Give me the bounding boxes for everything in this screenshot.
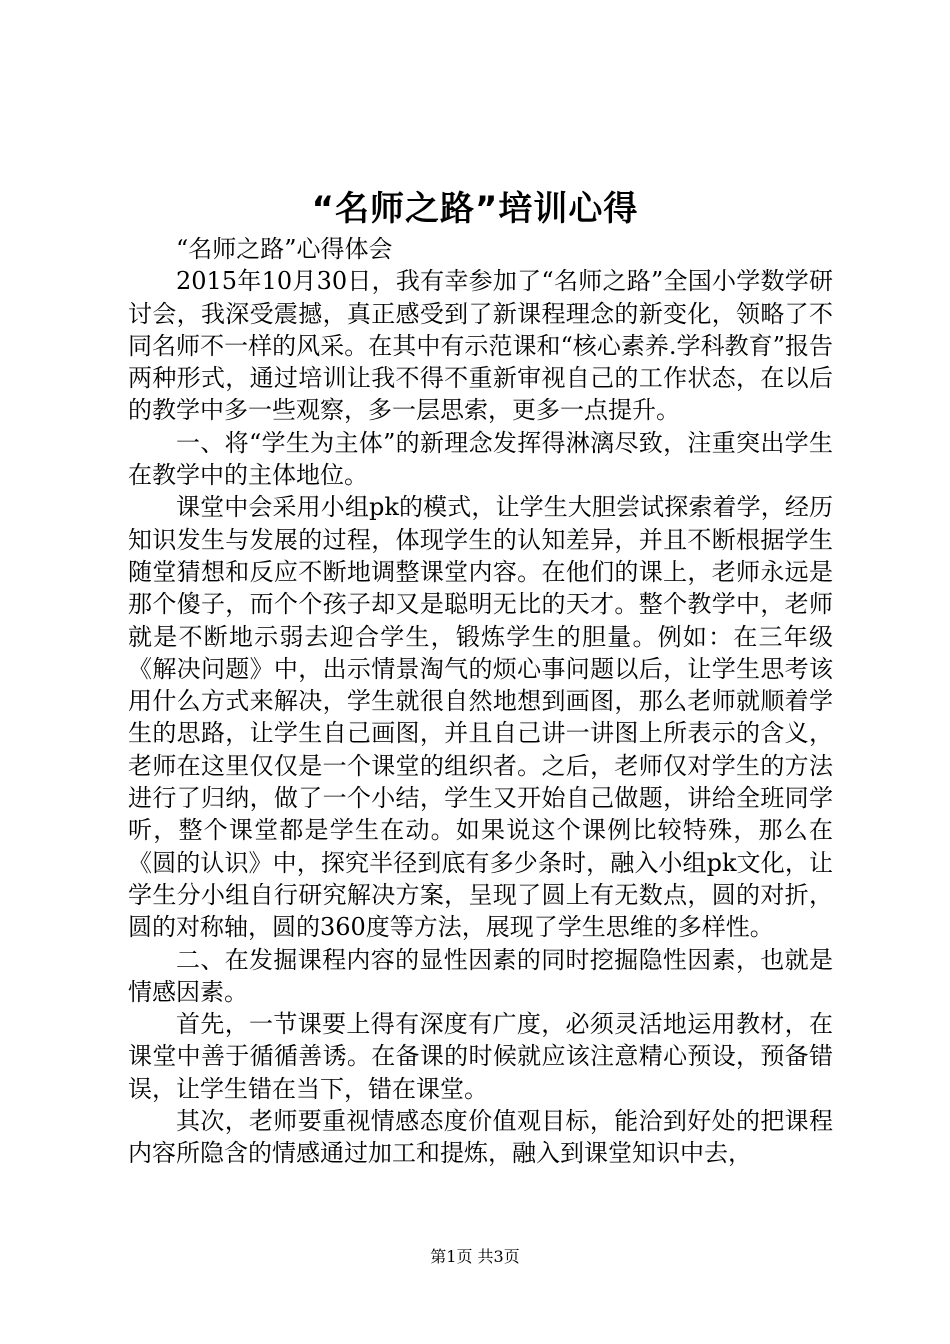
paragraph-subtitle: “名师之路”心得体会 (176, 235, 393, 263)
document-title: “名师之路”培训心得 (311, 189, 639, 229)
paragraph-intro: 2015年10月30日，我有幸参加了“名师之路”全国小学数学研讨会，我深受震撼，真正感受到了新课程理念的新变化，领略了不同名师不一样的风采。在其中有示范课和“核心素养.学科教育”报告两种形式，通过培训让我不得不重新审视自己的工作状态，在以后的教学中多一些观察，多一层思索，更多一点提升。 (128, 267, 833, 425)
paragraph-body-2: 首先，一节课要上得有深度有广度，必须灵活地运用教材，在课堂中善于循循善诱。在备课的时候就应该注意精心预设，预备错误，让学生错在当下，错在课堂。 (128, 1010, 833, 1103)
paragraph-heading-2: 二、在发掘课程内容的显性因素的同时挖掘隐性因素，也就是情感因素。 (128, 945, 833, 1006)
page-number-footer: 第1页 共3页 (430, 1247, 520, 1266)
paragraph-body-3: 其次，老师要重视情感态度价值观目标，能洽到好处的把课程内容所隐含的情感通过加工和提炼，融入到课堂知识中去， (128, 1107, 833, 1168)
paragraph-heading-1: 一、将“学生为主体”的新理念发挥得淋漓尽致，注重突出学生在教学中的主体地位。 (128, 428, 833, 490)
paragraph-body-1: 课堂中会采用小组pk的模式，让学生大胆尝试探索着学，经历知识发生与发展的过程，体现学生的认知差异，并且不断根据学生随堂猜想和反应不断地调整课堂内容。在他们的课上，老师永远是那个傻子，而个个孩子却又是聪明无比的天才。整个教学中，老师就是不断地示弱去迎合学生，锻炼学生的胆量。例如：在三年级《解决问题》中，出示情景淘气的烦心事问题以后，让学生思考该用什么方式来解决，学生就很自然地想到画图，那么老师就顺着学生的思路，让学生自己画图，并且自己讲一讲图上所表示的含义，老师在这里仅仅是一个课堂的组织者。之后，老师仅对学生的方法进行了归纳，做了一个小结，学生又开始自己做题，讲给全班同学听，整个课堂都是学生在动。如果说这个课例比较特殊，那么在《圆的认识》中，探究半径到底有多少条时，融入小组pk文化，让学生分小组自行研究解决方案，呈现了圆上有无数点，圆的对折，圆的对称轴，圆的360度等方法，展现了学生思维的多样性。 (128, 493, 833, 942)
document-body (128, 233, 833, 1170)
